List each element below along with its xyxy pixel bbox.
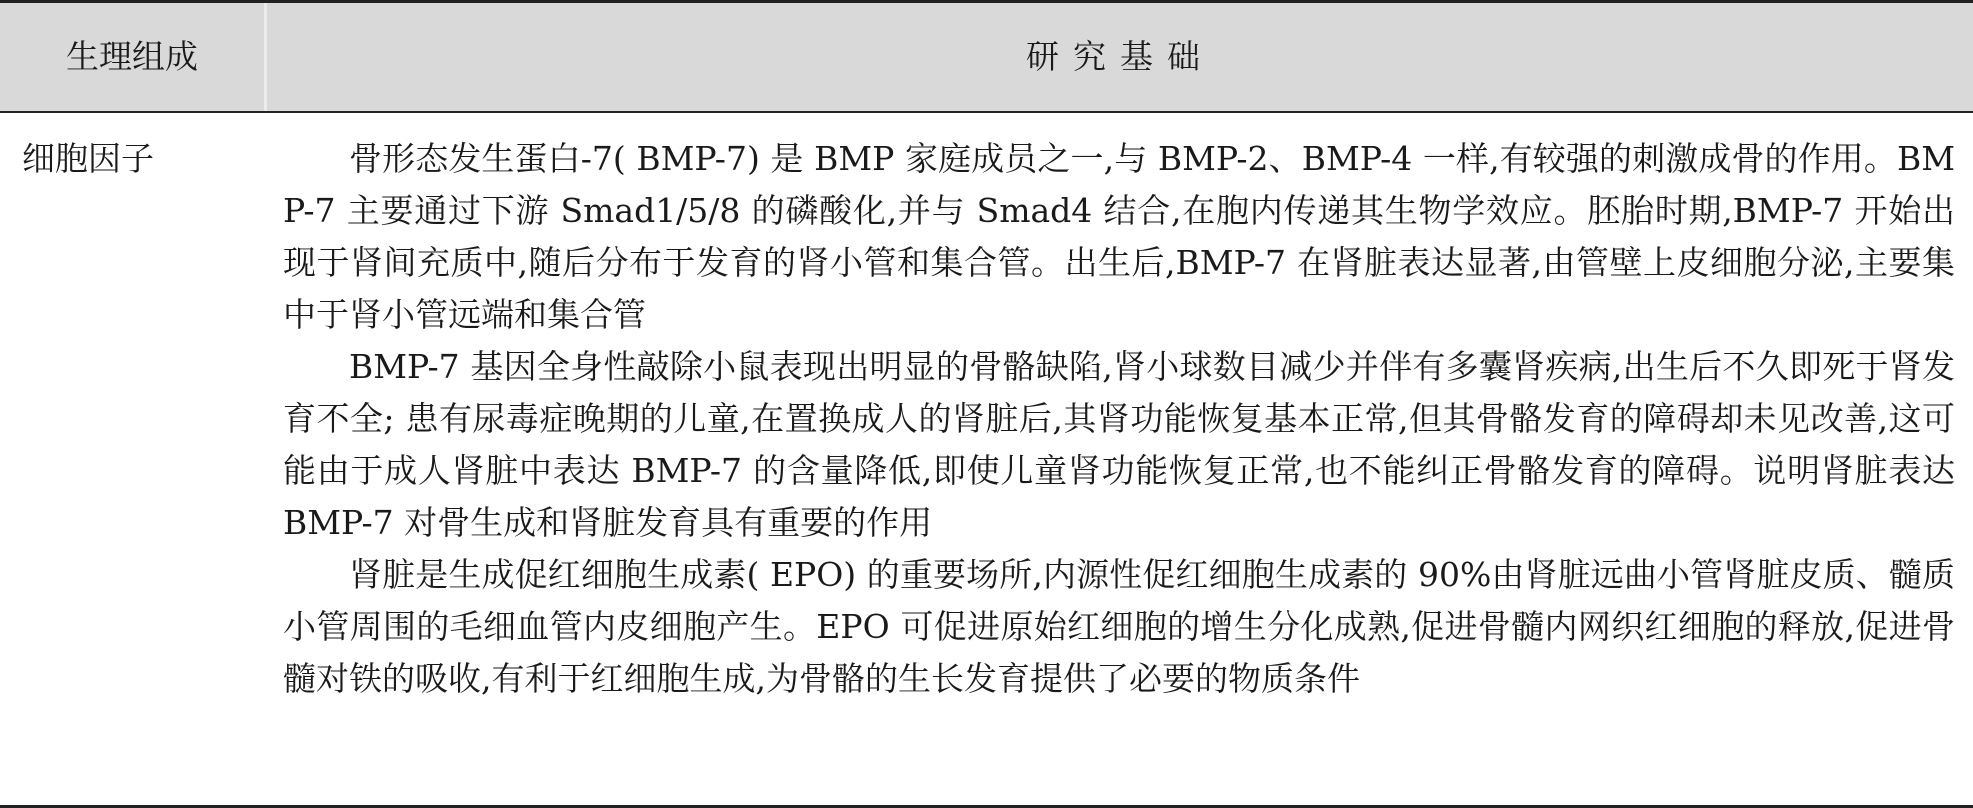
paragraph-bmp7-overview: 骨形态发生蛋白-7( BMP-7) 是 BMP 家庭成员之一,与 BMP-2、BMP-4 一样,有较强的刺激成骨的作用。BMP-7 主要通过下游 Smad1/5/8 的磷酸化,并与 Smad4 结合,在胞内传递其生物学效应。胚胎时期,BMP-7 开始出现于肾间充质中,随后分布于发育的肾小管和集合管。出生后,BMP-7 在肾脏表达显著,由管壁上皮细胞分泌,主要集中于肾小管远端和集合管 [283,139,1955,334]
paragraph-epo: 肾脏是生成促红细胞生成素( EPO) 的重要场所,内源性促红细胞生成素的 90%由肾脏远曲小管肾脏皮质、髓质小管周围的毛细血管内皮细胞产生。EPO 可促进原始红细胞的增生分化成熟,促进骨髓内网织红细胞的释放,促进骨髓对铁的吸收,有利于红细胞生成,为骨骼的生长发育提供了必要的物质条件 [283,555,1955,698]
table-header [0,0,1973,113]
row-body-text [283,133,1955,705]
row-label-cytokine: 细胞因子 [22,139,154,178]
header-cell-composition: 生理组成 [66,37,198,76]
header-cell-research-basis: 研究基础 [1026,37,1214,76]
table-row [0,113,1973,805]
paragraph-bmp7-knockout: BMP-7 基因全身性敲除小鼠表现出明显的骨骼缺陷,肾小球数目减少并伴有多囊肾疾病,出生后不久即死于肾发育不全; 患有尿毒症晚期的儿童,在置换成人的肾脏后,其肾功能恢复基本正常,但其骨骼发育的障碍却未见改善,这可能由于成人肾脏中表达 BMP-7 的含量降低,即使儿童肾功能恢复正常,也不能纠正骨骼发育的障碍。说明肾脏表达 BMP-7 对骨生成和肾脏发育具有重要的作用 [283,347,1955,542]
